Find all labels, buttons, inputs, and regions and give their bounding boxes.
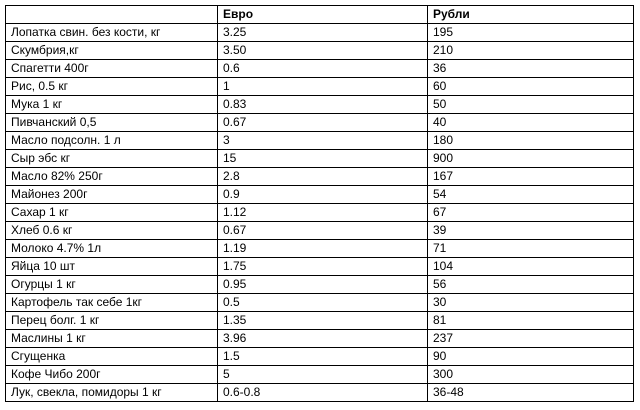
table-row	[6, 24, 634, 42]
cell-item-name[interactable]: Маслины 1 кг	[6, 330, 218, 348]
cell-item-name[interactable]: Сахар 1 кг	[6, 204, 218, 222]
cell-item-name[interactable]: Майонез 200г	[6, 186, 218, 204]
cell-price-rubles[interactable]: 900	[428, 150, 634, 168]
table-row	[6, 114, 634, 132]
header-cell-rubles[interactable]: Рубли	[428, 6, 634, 24]
table-row	[6, 312, 634, 330]
table-row	[6, 240, 634, 258]
table-row	[6, 222, 634, 240]
cell-item-name[interactable]: Огурцы 1 кг	[6, 276, 218, 294]
cell-price-rubles[interactable]: 81	[428, 312, 634, 330]
cell-price-rubles[interactable]: 71	[428, 240, 634, 258]
cell-item-name[interactable]: Масло 82% 250г	[6, 168, 218, 186]
table-row	[6, 42, 634, 60]
table-row	[6, 60, 634, 78]
table-row	[6, 366, 634, 384]
cell-item-name[interactable]: Картофель так себе 1кг	[6, 294, 218, 312]
cell-item-name[interactable]: Сыр эбс кг	[6, 150, 218, 168]
cell-price-rubles[interactable]: 195	[428, 24, 634, 42]
cell-price-rubles[interactable]: 210	[428, 42, 634, 60]
cell-item-name[interactable]: Мука 1 кг	[6, 96, 218, 114]
cell-price-euro[interactable]: 3.25	[218, 24, 428, 42]
cell-item-name[interactable]: Лопатка свин. без кости, кг	[6, 24, 218, 42]
cell-price-rubles[interactable]: 40	[428, 114, 634, 132]
cell-item-name[interactable]: Перец болг. 1 кг	[6, 312, 218, 330]
header-cell-item[interactable]	[6, 6, 218, 24]
cell-price-euro[interactable]: 0.5	[218, 294, 428, 312]
cell-price-rubles[interactable]: 104	[428, 258, 634, 276]
cell-price-euro[interactable]: 0.83	[218, 96, 428, 114]
cell-price-rubles[interactable]: 180	[428, 132, 634, 150]
cell-price-rubles[interactable]: 54	[428, 186, 634, 204]
cell-item-name[interactable]: Масло подсолн. 1 л	[6, 132, 218, 150]
cell-price-euro[interactable]: 0.67	[218, 222, 428, 240]
table-header-row	[6, 6, 634, 24]
table-row	[6, 330, 634, 348]
table-row	[6, 294, 634, 312]
cell-item-name[interactable]: Молоко 4.7% 1л	[6, 240, 218, 258]
cell-price-rubles[interactable]: 67	[428, 204, 634, 222]
cell-price-euro[interactable]: 1.19	[218, 240, 428, 258]
cell-price-rubles[interactable]: 36-48	[428, 384, 634, 402]
cell-item-name[interactable]: Лук, свекла, помидоры 1 кг	[6, 384, 218, 402]
cell-item-name[interactable]: Спагетти 400г	[6, 60, 218, 78]
cell-item-name[interactable]: Яйца 10 шт	[6, 258, 218, 276]
cell-price-euro[interactable]: 1.5	[218, 348, 428, 366]
cell-price-euro[interactable]: 0.6	[218, 60, 428, 78]
table-row	[6, 78, 634, 96]
table-row	[6, 132, 634, 150]
cell-price-euro[interactable]: 3.50	[218, 42, 428, 60]
cell-item-name[interactable]: Скумбрия,кг	[6, 42, 218, 60]
table-row	[6, 276, 634, 294]
cell-price-rubles[interactable]: 60	[428, 78, 634, 96]
cell-price-rubles[interactable]: 167	[428, 168, 634, 186]
cell-price-rubles[interactable]: 237	[428, 330, 634, 348]
table-row	[6, 186, 634, 204]
cell-price-euro[interactable]: 1.12	[218, 204, 428, 222]
cell-price-euro[interactable]: 0.95	[218, 276, 428, 294]
cell-item-name[interactable]: Пивчанский 0,5	[6, 114, 218, 132]
cell-price-euro[interactable]: 1.75	[218, 258, 428, 276]
cell-price-rubles[interactable]: 39	[428, 222, 634, 240]
cell-price-euro[interactable]: 0.6-0.8	[218, 384, 428, 402]
cell-item-name[interactable]: Кофе Чибо 200г	[6, 366, 218, 384]
cell-price-rubles[interactable]: 300	[428, 366, 634, 384]
table-row	[6, 384, 634, 402]
table-row	[6, 168, 634, 186]
cell-item-name[interactable]: Рис, 0.5 кг	[6, 78, 218, 96]
cell-price-euro[interactable]: 2.8	[218, 168, 428, 186]
cell-price-euro[interactable]: 1	[218, 78, 428, 96]
cell-price-euro[interactable]: 1.35	[218, 312, 428, 330]
cell-price-euro[interactable]: 0.9	[218, 186, 428, 204]
cell-price-rubles[interactable]: 36	[428, 60, 634, 78]
cell-price-euro[interactable]: 15	[218, 150, 428, 168]
cell-item-name[interactable]: Хлеб 0.6 кг	[6, 222, 218, 240]
table-row	[6, 348, 634, 366]
table-row	[6, 150, 634, 168]
price-table	[5, 5, 634, 402]
cell-price-euro[interactable]: 3	[218, 132, 428, 150]
cell-price-rubles[interactable]: 30	[428, 294, 634, 312]
cell-price-rubles[interactable]: 56	[428, 276, 634, 294]
table-row	[6, 96, 634, 114]
table-row	[6, 258, 634, 276]
cell-price-euro[interactable]: 5	[218, 366, 428, 384]
cell-item-name[interactable]: Сгущенка	[6, 348, 218, 366]
cell-price-euro[interactable]: 0.67	[218, 114, 428, 132]
cell-price-rubles[interactable]: 90	[428, 348, 634, 366]
table-row	[6, 204, 634, 222]
table-body	[6, 24, 634, 402]
cell-price-euro[interactable]: 3.96	[218, 330, 428, 348]
cell-price-rubles[interactable]: 50	[428, 96, 634, 114]
header-cell-euro[interactable]: Евро	[218, 6, 428, 24]
